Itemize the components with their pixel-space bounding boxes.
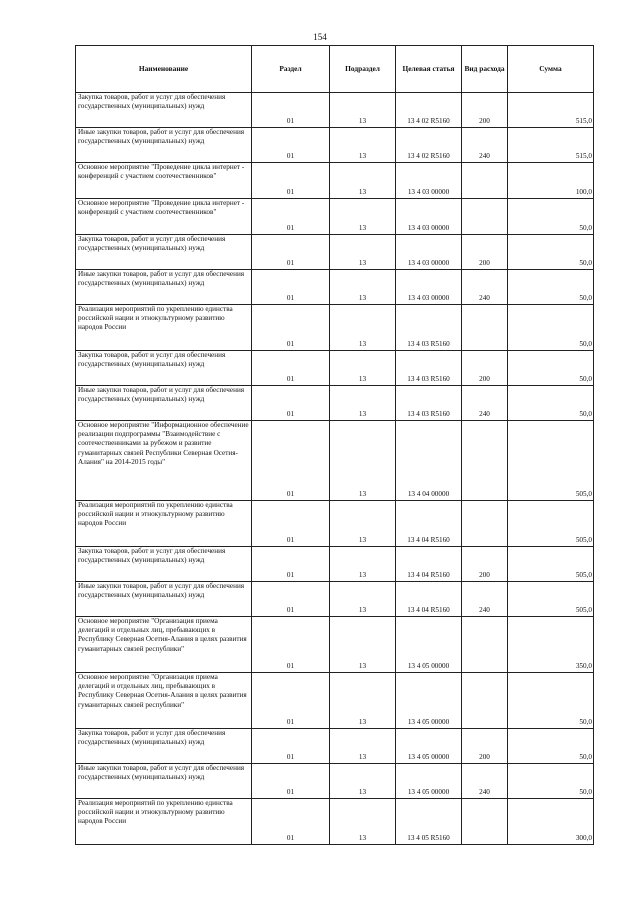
row-expense-type: 200: [462, 547, 508, 582]
row-section: 01: [252, 617, 330, 673]
table-row: [76, 501, 594, 547]
row-sum: 50,0: [508, 673, 594, 729]
table-row: [76, 764, 594, 799]
header-sum: Сумма: [508, 46, 594, 93]
row-sum: 50,0: [508, 199, 594, 235]
table-row: [76, 421, 594, 501]
header-section: Раздел: [252, 46, 330, 93]
header-target: Целевая статья: [396, 46, 462, 93]
row-name: Иные закупки товаров, работ и услуг для обеспечения государственных (муниципальных) нужд: [76, 582, 252, 617]
table-row: [76, 305, 594, 351]
row-subsection: 13: [330, 547, 396, 582]
row-name: Основное мероприятие "Организация приема делегаций и отдельных лиц, пребывающих в Республику Северная Осетия-Алания в целях развития гуманитарных связей республики": [76, 673, 252, 729]
row-section: 01: [252, 351, 330, 386]
table-row: [76, 270, 594, 305]
row-subsection: 13: [330, 617, 396, 673]
row-subsection: 13: [330, 93, 396, 128]
row-expense-type: [462, 673, 508, 729]
row-sum: 50,0: [508, 351, 594, 386]
row-expense-type: [462, 617, 508, 673]
table-row: [76, 199, 594, 235]
row-section: 01: [252, 582, 330, 617]
row-subsection: 13: [330, 729, 396, 764]
row-expense-type: [462, 799, 508, 845]
row-target: 13 4 02 R5160: [396, 93, 462, 128]
row-subsection: 13: [330, 270, 396, 305]
row-target: 13 4 04 R5160: [396, 582, 462, 617]
row-subsection: 13: [330, 351, 396, 386]
row-subsection: 13: [330, 163, 396, 199]
row-section: 01: [252, 764, 330, 799]
row-subsection: 13: [330, 582, 396, 617]
row-section: 01: [252, 547, 330, 582]
row-section: 01: [252, 305, 330, 351]
table-row: [76, 351, 594, 386]
row-expense-type: 200: [462, 729, 508, 764]
row-name: Иные закупки товаров, работ и услуг для обеспечения государственных (муниципальных) нужд: [76, 386, 252, 421]
row-section: 01: [252, 421, 330, 501]
row-expense-type: [462, 305, 508, 351]
row-name: Реализация мероприятий по укреплению единства российской нации и этнокультурному развитию народов России: [76, 799, 252, 845]
row-name: Закупка товаров, работ и услуг для обеспечения государственных (муниципальных) нужд: [76, 93, 252, 128]
table-row: [76, 128, 594, 163]
row-target: 13 4 04 R5160: [396, 547, 462, 582]
row-name: Реализация мероприятий по укреплению единства российской нации и этнокультурному развитию народов России: [76, 305, 252, 351]
table-row: [76, 163, 594, 199]
page-number: 154: [313, 32, 327, 42]
row-section: 01: [252, 673, 330, 729]
row-target: 13 4 02 R5160: [396, 128, 462, 163]
table-row: [76, 799, 594, 845]
row-name: Основное мероприятие "Проведение цикла интернет - конференций с участием соотечественников": [76, 163, 252, 199]
row-name: Закупка товаров, работ и услуг для обеспечения государственных (муниципальных) нужд: [76, 729, 252, 764]
row-expense-type: [462, 421, 508, 501]
row-sum: 505,0: [508, 501, 594, 547]
row-sum: 505,0: [508, 582, 594, 617]
row-subsection: 13: [330, 421, 396, 501]
row-target: 13 4 04 00000: [396, 421, 462, 501]
row-sum: 515,0: [508, 128, 594, 163]
row-sum: 50,0: [508, 235, 594, 270]
row-expense-type: 240: [462, 270, 508, 305]
table-row: [76, 235, 594, 270]
table-row: [76, 547, 594, 582]
row-expense-type: [462, 163, 508, 199]
row-expense-type: 240: [462, 386, 508, 421]
row-sum: 50,0: [508, 729, 594, 764]
row-section: 01: [252, 386, 330, 421]
row-sum: 515,0: [508, 93, 594, 128]
row-expense-type: 200: [462, 351, 508, 386]
row-sum: 300,0: [508, 799, 594, 845]
row-sum: 50,0: [508, 764, 594, 799]
row-sum: 50,0: [508, 386, 594, 421]
row-target: 13 4 04 R5160: [396, 501, 462, 547]
row-target: 13 4 03 00000: [396, 270, 462, 305]
row-section: 01: [252, 235, 330, 270]
row-section: 01: [252, 199, 330, 235]
row-sum: 50,0: [508, 270, 594, 305]
row-subsection: 13: [330, 799, 396, 845]
row-target: 13 4 03 R5160: [396, 386, 462, 421]
row-section: 01: [252, 501, 330, 547]
row-subsection: 13: [330, 386, 396, 421]
row-expense-type: [462, 501, 508, 547]
row-subsection: 13: [330, 673, 396, 729]
table-row: [76, 93, 594, 128]
row-name: Реализация мероприятий по укреплению единства российской нации и этнокультурному развитию народов России: [76, 501, 252, 547]
table-row: [76, 617, 594, 673]
row-sum: 505,0: [508, 547, 594, 582]
row-subsection: 13: [330, 764, 396, 799]
row-name: Закупка товаров, работ и услуг для обеспечения государственных (муниципальных) нужд: [76, 235, 252, 270]
row-name: Основное мероприятие "Организация приема делегаций и отдельных лиц, пребывающих в Республику Северная Осетия-Алания в целях развития гуманитарных связей республики": [76, 617, 252, 673]
row-name: Иные закупки товаров, работ и услуг для обеспечения государственных (муниципальных) нужд: [76, 270, 252, 305]
row-name: Основное мероприятие "Проведение цикла интернет - конференций с участием соотечественников": [76, 199, 252, 235]
row-section: 01: [252, 729, 330, 764]
table-row: [76, 386, 594, 421]
row-target: 13 4 05 00000: [396, 617, 462, 673]
row-section: 01: [252, 270, 330, 305]
row-expense-type: 240: [462, 582, 508, 617]
header-name: Наименование: [76, 46, 252, 93]
row-name: Основное мероприятие "Информационное обеспечение реализации подпрограммы "Взаимодействие с соотечественниками за рубежом и развитие гуманитарных связей Республики Северная Осетия-Алания" на 2014-2015 годы": [76, 421, 252, 501]
row-target: 13 4 05 R5160: [396, 799, 462, 845]
table-row: [76, 729, 594, 764]
row-section: 01: [252, 163, 330, 199]
row-subsection: 13: [330, 199, 396, 235]
row-expense-type: 200: [462, 93, 508, 128]
row-target: 13 4 03 00000: [396, 163, 462, 199]
row-expense-type: [462, 199, 508, 235]
budget-table: [75, 45, 594, 845]
row-name: Иные закупки товаров, работ и услуг для обеспечения государственных (муниципальных) нужд: [76, 764, 252, 799]
row-subsection: 13: [330, 305, 396, 351]
row-target: 13 4 03 R5160: [396, 305, 462, 351]
row-expense-type: 200: [462, 235, 508, 270]
row-section: 01: [252, 93, 330, 128]
row-name: Закупка товаров, работ и услуг для обеспечения государственных (муниципальных) нужд: [76, 351, 252, 386]
row-sum: 50,0: [508, 305, 594, 351]
row-expense-type: 240: [462, 128, 508, 163]
row-name: Иные закупки товаров, работ и услуг для обеспечения государственных (муниципальных) нужд: [76, 128, 252, 163]
row-sum: 100,0: [508, 163, 594, 199]
row-section: 01: [252, 799, 330, 845]
table-header-row: [76, 46, 594, 93]
row-target: 13 4 03 00000: [396, 199, 462, 235]
row-sum: 505,0: [508, 421, 594, 501]
row-section: 01: [252, 128, 330, 163]
row-sum: 350,0: [508, 617, 594, 673]
row-expense-type: 240: [462, 764, 508, 799]
row-target: 13 4 05 00000: [396, 764, 462, 799]
row-subsection: 13: [330, 235, 396, 270]
row-target: 13 4 05 00000: [396, 729, 462, 764]
row-name: Закупка товаров, работ и услуг для обеспечения государственных (муниципальных) нужд: [76, 547, 252, 582]
row-target: 13 4 03 R5160: [396, 351, 462, 386]
table-row: [76, 582, 594, 617]
row-target: 13 4 05 00000: [396, 673, 462, 729]
row-subsection: 13: [330, 501, 396, 547]
row-target: 13 4 03 00000: [396, 235, 462, 270]
row-subsection: 13: [330, 128, 396, 163]
header-subsection: Подраздел: [330, 46, 396, 93]
table-row: [76, 673, 594, 729]
header-expense-type: Вид расхода: [462, 46, 508, 93]
